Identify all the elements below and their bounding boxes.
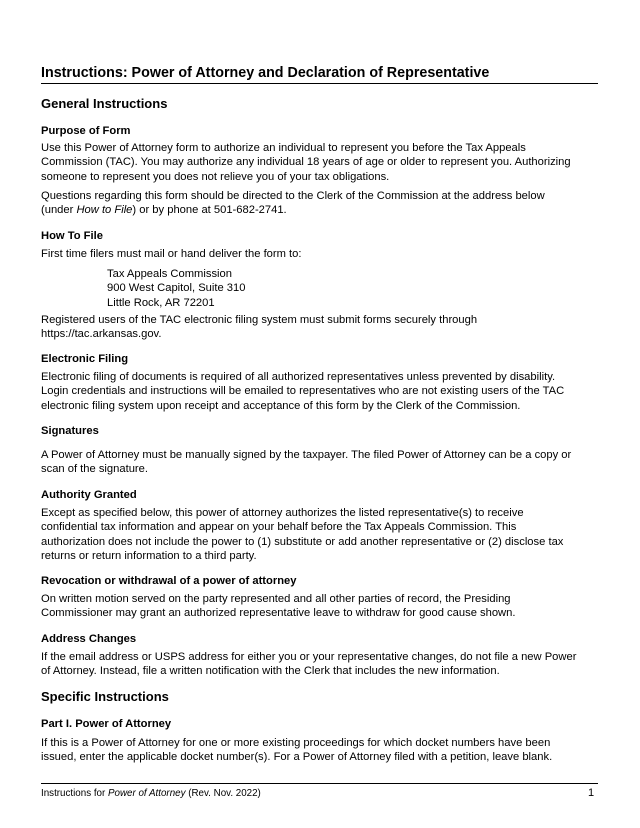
authority-heading: Authority Granted: [41, 489, 137, 501]
part1-paragraph: [41, 736, 598, 765]
address-changes-heading: Address Changes: [41, 633, 137, 645]
text-line: Commission (TAC). You may authorize any individual 18 years of age or older to represent you. Authorizing: [41, 156, 571, 169]
text-line: If this is a Power of Attorney for one or more existing proceedings for which docket numbers have been: [41, 737, 551, 749]
authority-paragraph: [41, 506, 598, 563]
tac-website-link[interactable]: https://tac.arkansas.gov.: [41, 328, 162, 341]
text-line: of Attorney. Instead, file a written notification with the Clerk that includes the new information.: [41, 665, 500, 678]
text-line: Electronic filing of documents is required of all authorized representatives unless prevented by disability.: [41, 371, 556, 383]
how-to-file-intro: [41, 247, 598, 261]
text-line: [41, 203, 598, 217]
address-changes-paragraph: [41, 650, 598, 679]
text-line: First time filers must mail or hand deliver the form to:: [41, 248, 302, 260]
footer-form-reference: [41, 788, 261, 800]
text-line: If the email address or USPS address for either you or your representative changes, do not file a new Power: [41, 651, 577, 663]
purpose-heading: Purpose of Form: [41, 125, 131, 137]
text-fragment: (Rev. Nov. 2022): [185, 788, 261, 799]
mailing-address: [107, 267, 245, 310]
general-instructions-heading: General Instructions: [41, 96, 168, 111]
text-line: returns or return information to a third party.: [41, 549, 257, 562]
text-fragment: Instructions for: [41, 788, 108, 799]
signatures-heading: Signatures: [41, 425, 99, 437]
form-name: Power of Attorney: [107, 788, 186, 799]
text-fragment: ) or by phone at 501-682-2741.: [132, 204, 287, 217]
text-line: Login credentials and instructions will be emailed to representatives who are not existing users of the TAC: [41, 385, 565, 398]
part1-heading: Part I. Power of Attorney: [41, 718, 172, 730]
text-line: A Power of Attorney must be manually signed by the taxpayer. The filed Power of Attorney can be a copy or: [41, 449, 572, 461]
text-line: authorization does not include the power to (1) substitute or add another representative or (2) disclose tax: [41, 535, 564, 548]
revocation-paragraph: [41, 592, 598, 621]
how-to-file-heading: How To File: [41, 230, 103, 242]
text-line: Use this Power of Attorney form to authorize an individual to represent you before the Tax Appeals: [41, 142, 526, 154]
how-to-file-reference: How to File: [76, 204, 133, 217]
specific-instructions-heading: Specific Instructions: [41, 689, 169, 704]
text-fragment: (under: [41, 204, 77, 217]
page-number: 1: [588, 787, 595, 799]
text-line: Except as specified below, this power of attorney authorizes the listed representative(s) to receive: [41, 507, 524, 519]
registered-users-paragraph: [41, 313, 598, 342]
text-line: electronic filing system upon receipt and acceptance of this form by the Clerk of the Commission.: [41, 399, 521, 412]
signatures-paragraph: [41, 448, 598, 477]
address-line: 900 West Capitol, Suite 310: [107, 282, 246, 295]
document-title: Instructions: Power of Attorney and Declaration of Representative: [41, 64, 598, 84]
text-line: Questions regarding this form should be directed to the Clerk of the Commission at the address below: [41, 190, 545, 202]
text-line: On written motion served on the party represented and all other parties of record, the Presiding: [41, 593, 511, 605]
address-line: Little Rock, AR 72201: [107, 296, 215, 309]
purpose-paragraph: [41, 141, 598, 184]
address-line: Tax Appeals Commission: [107, 268, 232, 280]
footer-divider: [41, 783, 598, 784]
electronic-filing-paragraph: [41, 370, 598, 413]
text-line: someone to represent you does not relieve you of your tax obligations.: [41, 170, 390, 183]
text-line: Commissioner may grant an authorized representative leave to withdraw for good cause shown.: [41, 607, 516, 620]
text-line: issued, enter the applicable docket number(s). For a Power of Attorney filed with a petition, leave blank.: [41, 751, 553, 764]
electronic-filing-heading: Electronic Filing: [41, 353, 129, 365]
text-line: confidential tax information and appear on your behalf before the Tax Appeals Commission. This: [41, 521, 517, 534]
text-line: scan of the signature.: [41, 463, 148, 476]
questions-paragraph: [41, 189, 598, 218]
revocation-heading: Revocation or withdrawal of a power of attorney: [41, 575, 297, 587]
text-line: Registered users of the TAC electronic filing system must submit forms securely through: [41, 314, 478, 326]
